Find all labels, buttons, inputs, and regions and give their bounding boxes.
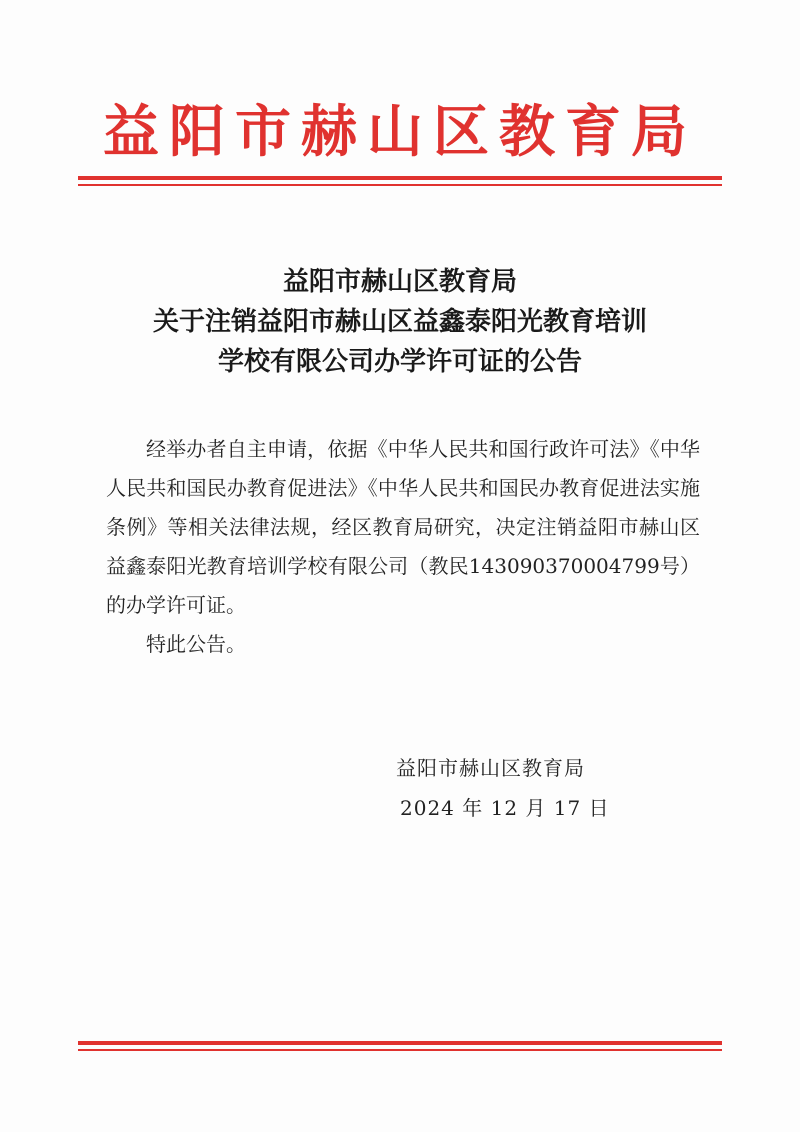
signature-date: 2024 年 12 月 17 日: [400, 796, 610, 820]
body-paragraph: 经举办者自主申请，依据《中华人民共和国行政许可法》《中华人民共和国民办教育促进法》《中华人民共和国民办教育促进法实施条例》等相关法律法规，经区教育局研究，决定注销益阳市赫山区益鑫泰阳光教育培训学校有限公司（教民143090370004799号）的办学许可证。: [106, 437, 700, 617]
signature-block: [380, 748, 640, 828]
masthead-rule-thin: [78, 184, 722, 186]
body-closing: 特此公告。: [146, 632, 246, 656]
title-line-3: 学校有限公司办学许可证的公告: [217, 347, 582, 377]
title-line-1: 益阳市赫山区教育局: [282, 267, 517, 297]
footer-rule-thick: [78, 1041, 722, 1045]
notice-title: [60, 262, 740, 382]
footer-rule-thin: [78, 1049, 722, 1051]
notice-body: [106, 430, 700, 664]
signature-organization: 益阳市赫山区教育局: [396, 756, 585, 780]
masthead-rule-thick: [78, 176, 722, 180]
title-line-2: 关于注销益阳市赫山区益鑫泰阳光教育培训: [152, 307, 647, 337]
masthead-title: 益阳市赫山区教育局: [103, 99, 697, 165]
